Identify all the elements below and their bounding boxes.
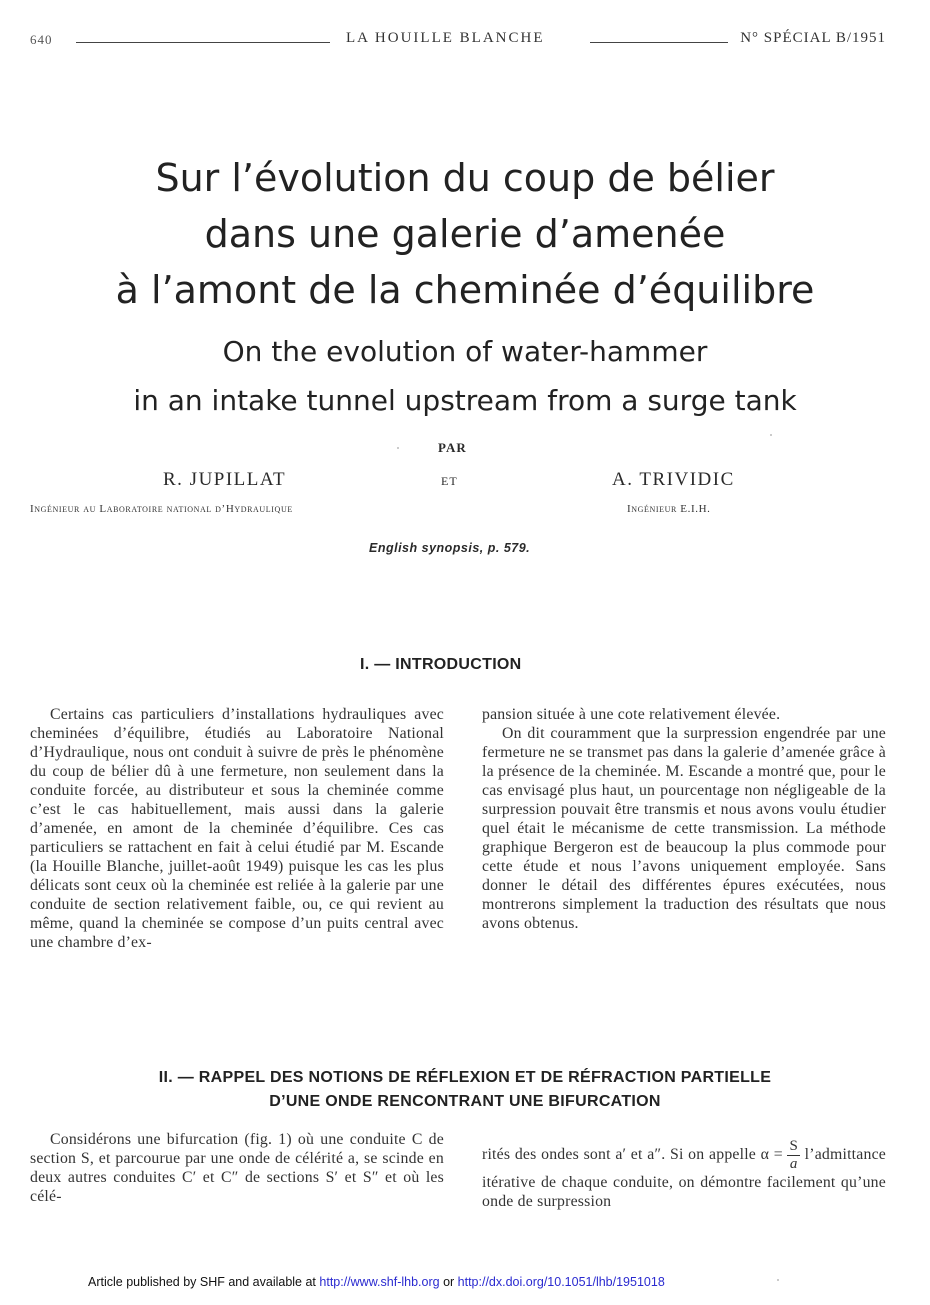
section-1-heading: I. — INTRODUCTION	[360, 656, 522, 673]
section-1-left-paragraph: Certains cas particuliers d’installations hydrauliques avec cheminées d’équilibre, étudiés au Laboratoire National d’Hydraulique, nous ont conduit à suivre de près le phénomène du coup de bélier dû à une fermeture, non seulement dans la conduite forcée, au distributeur et sous la cheminée comme c’est le cas habituellement, mais aussi dans la galerie d’amenée, en amont de la cheminée d’équilibre. Ces cas particuliers se rattachent en fait à celui étudié par M. Escande (la Houille Blanche, juillet-août 1949) puisque les cas les plus délicats sont ceux où la cheminée est reliée à la galerie par une conduite de section relativement faible, ou, ce qui revient au même, quand la cheminée se compose d’un puits central avec une chambre d’ex-	[30, 706, 444, 951]
header-rule-right	[590, 42, 728, 43]
running-header	[30, 28, 886, 52]
section-2-right-paragraph	[482, 1138, 886, 1211]
title-fr-line-3: à l’amont de la cheminée d’équilibre	[115, 268, 815, 312]
title-french	[40, 150, 890, 318]
footer-prefix: Article published by SHF and available at	[88, 1275, 320, 1289]
section-2-left-paragraph: Considérons une bifurcation (fig. 1) où une conduite C de section S, et parcourue par une onde de célérité a, se scinde en deux autres conduites C′ et C″ de sections S′ et S″ et où les célé-	[30, 1131, 444, 1205]
author-1-name: R. JUPILLAT	[163, 469, 287, 490]
english-synopsis-reference: English synopsis, p. 579.	[369, 541, 531, 555]
scan-speck	[770, 434, 772, 436]
title-en-line-1: On the evolution of water-hammer	[222, 335, 708, 368]
title-en-line-2: in an intake tunnel upstream from a surge tank	[133, 384, 797, 417]
page-number: 640	[30, 32, 53, 47]
section-2-right-text-before: rités des ondes sont a′ et a″. Si on appelle α =	[482, 1146, 783, 1164]
fraction-numerator: S	[789, 1138, 799, 1154]
section-2-right-text-after: l’admittance itérative de chaque conduite, on démontre facilement qu’une onde de surpression	[482, 1146, 886, 1210]
section-1-continuation: pansion située à une cote relativement élevée.	[482, 706, 781, 723]
author-1-affiliation: Ingénieur au Laboratoire national d’Hydraulique	[30, 503, 293, 515]
section-1-right-paragraph: On dit couramment que la surpression engendrée par une fermeture ne se transmet pas dans la galerie d’amenée grâce à la présence de la cheminée. M. Escande a montré que, pour le cas envisagé plus haut, un pourcentage non négligeable de la surpression pouvait être transmis et nous avons voulu étudier quel était le mécanisme de cette transmission. La méthode graphique Bergeron est de beaucoup la plus commode pour cette étude et nous l’avons uniquement employée. Sans donner le détail des différentes épures exécutées, nous montrerons simplement la traduction des résultats que nous avons obtenus.	[482, 725, 886, 932]
fraction-denominator: a	[789, 1156, 798, 1172]
section-2-heading	[60, 1066, 870, 1114]
author-2-name: A. TRIVIDIC	[612, 469, 735, 490]
title-english	[40, 327, 890, 425]
section-1-right-column	[482, 705, 886, 933]
byline-conjunction: ET	[441, 474, 458, 488]
journal-name: LA HOUILLE BLANCHE	[346, 30, 545, 46]
author-2-affiliation: Ingénieur E.I.H.	[627, 503, 711, 515]
footer-middle: or	[439, 1275, 458, 1289]
title-fr-line-1: Sur l’évolution du coup de bélier	[155, 156, 775, 200]
publication-footer	[88, 1275, 665, 1289]
scan-speck	[397, 447, 399, 449]
issue-label: N° SPÉCIAL B/1951	[740, 30, 886, 46]
section-2-heading-line-2: D’UNE ONDE RENCONTRANT UNE BIFURCATION	[269, 1093, 661, 1110]
header-rule-left	[76, 42, 330, 43]
title-fr-line-2: dans une galerie d’amenée	[204, 212, 726, 256]
scan-speck	[777, 1279, 779, 1281]
footer-link-shf[interactable]: http://www.shf-lhb.org	[319, 1275, 440, 1289]
byline-par: PAR	[438, 440, 467, 455]
footer-link-doi[interactable]: http://dx.doi.org/10.1051/lhb/1951018	[457, 1275, 665, 1289]
admittance-fraction	[787, 1138, 800, 1173]
section-2-heading-line-1: II. — RAPPEL DES NOTIONS DE RÉFLEXION ET DE RÉFRACTION PARTIELLE	[158, 1069, 772, 1086]
